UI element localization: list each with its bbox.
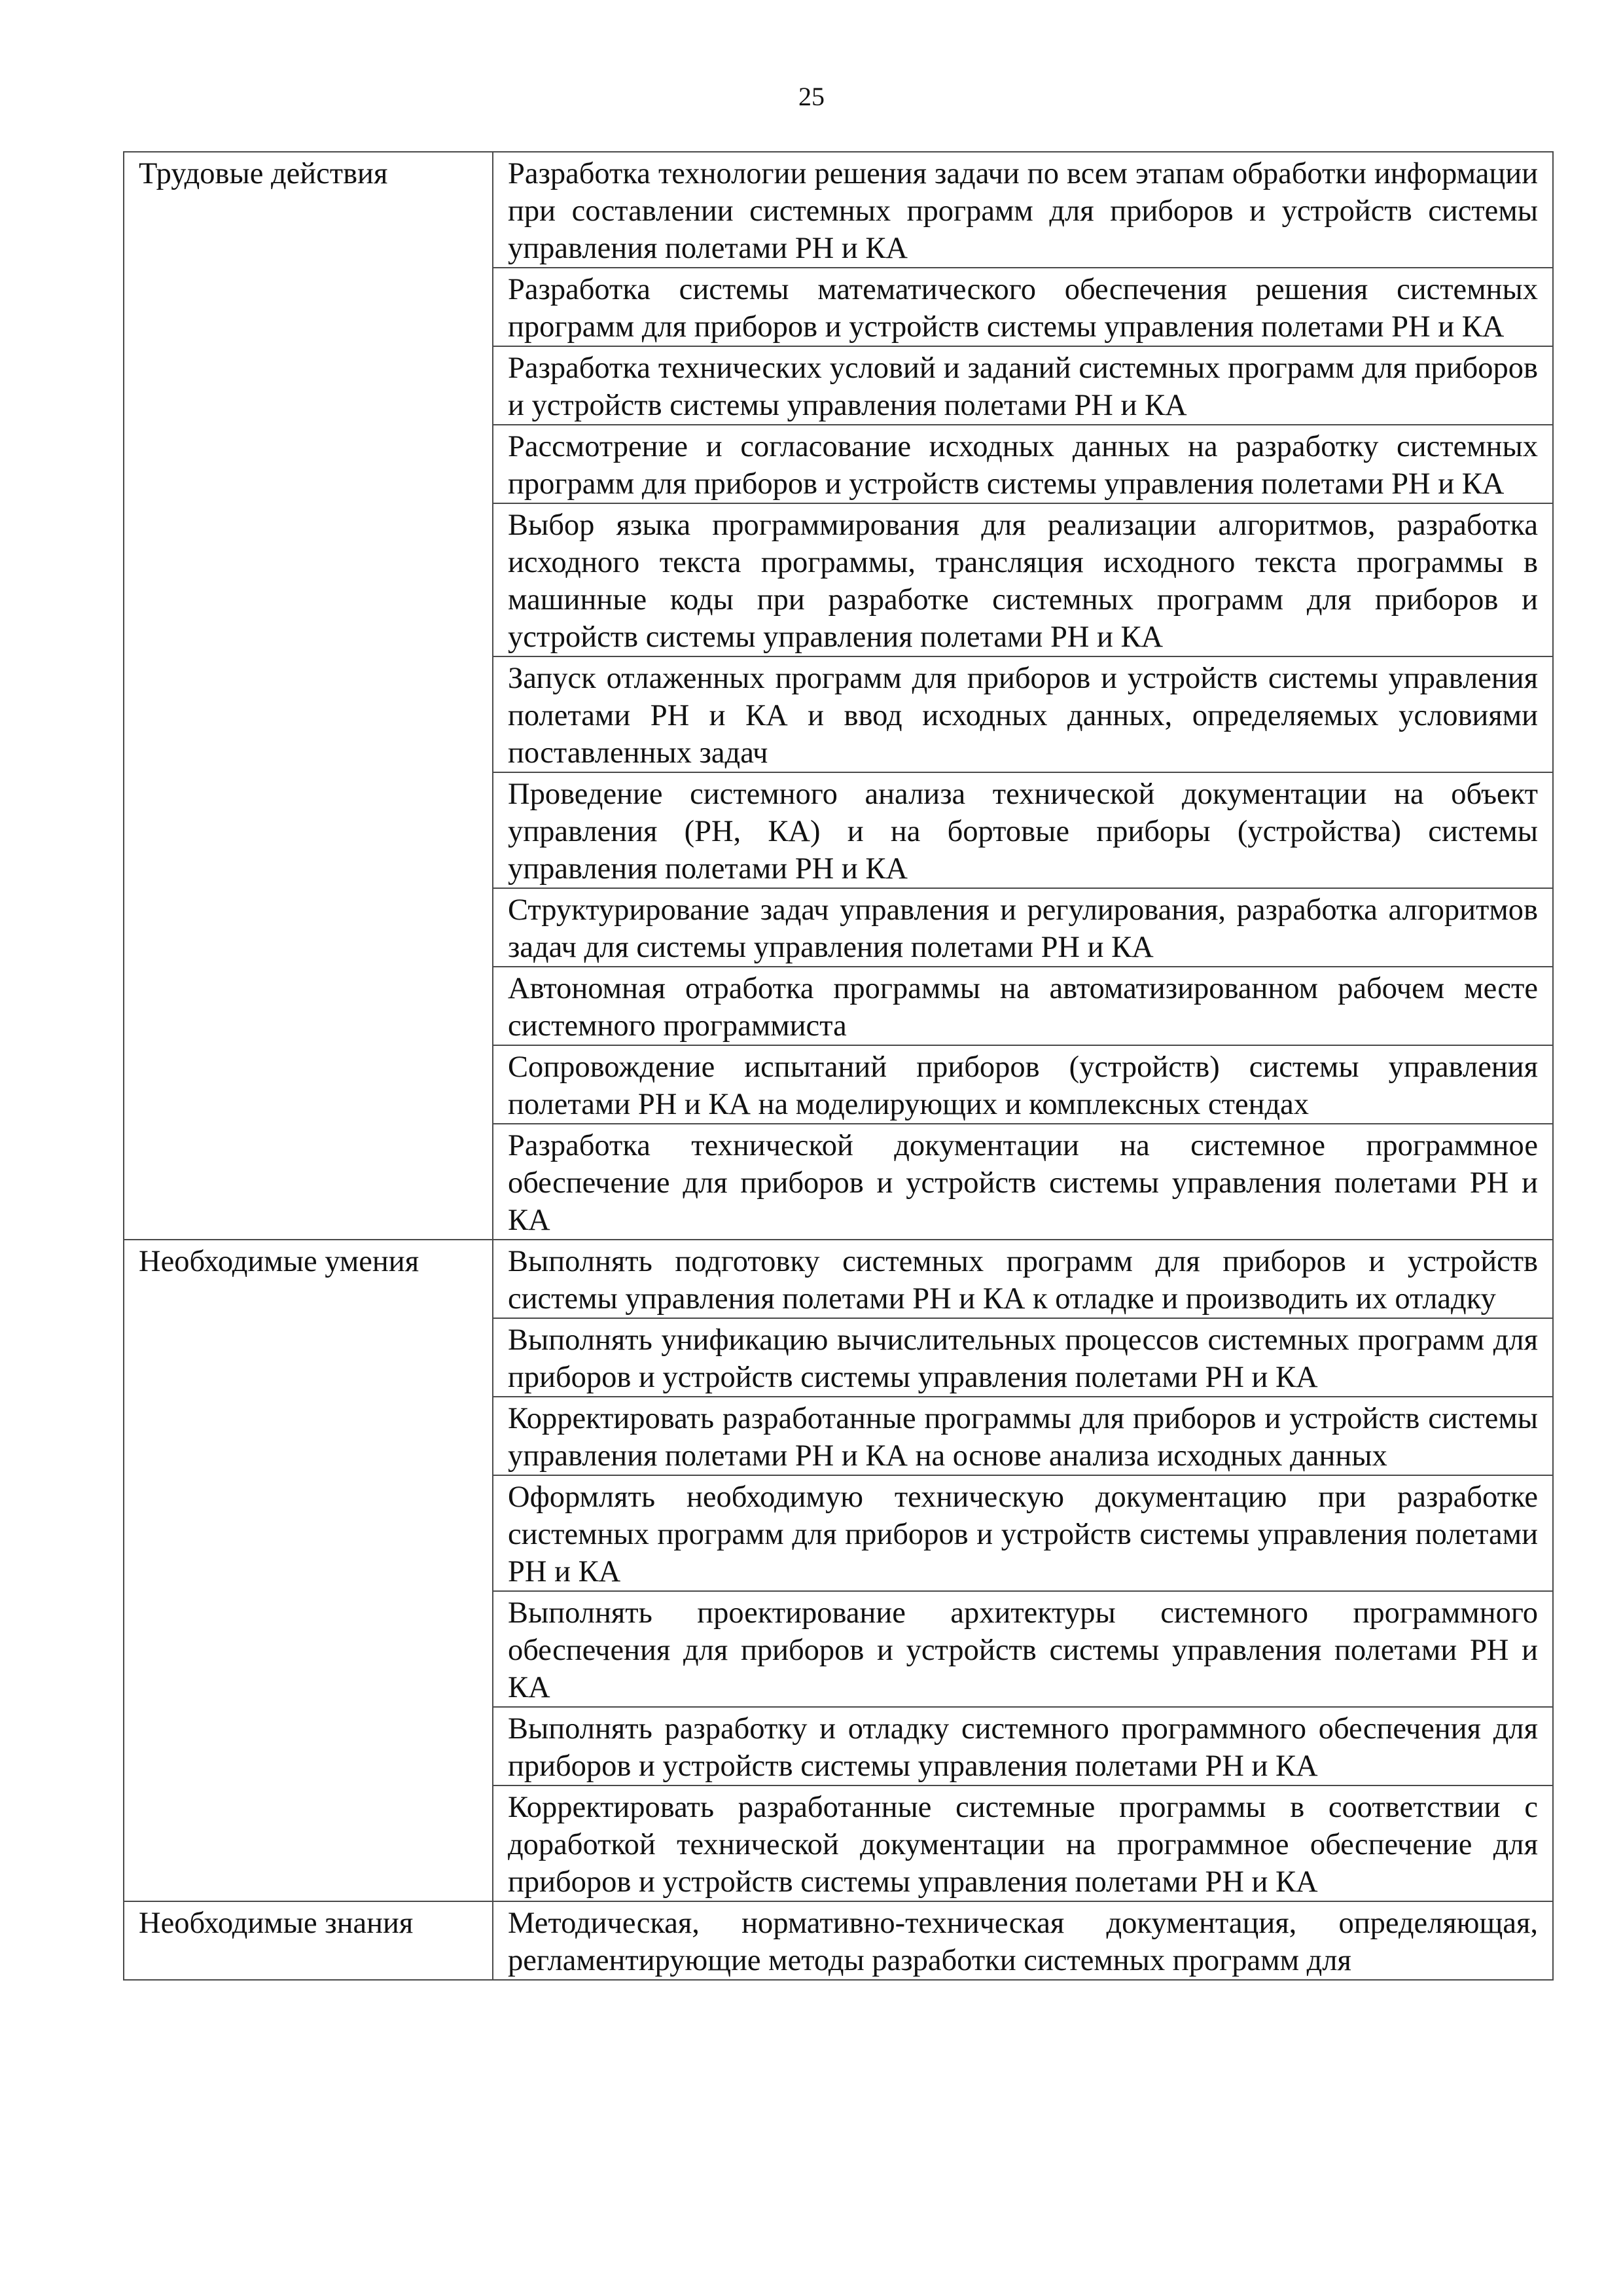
table-cell-text: Методическая, нормативно-техническая документация, определяющая, регламентирующие методы разработки системных программ для (508, 1907, 1538, 1977)
table-cell: Выполнять проектирование архитектуры системного программного обеспечения для приборов и устройств системы управления полетами РН и КА (493, 1591, 1553, 1707)
table-cell: Автономная отработка программы на автоматизированном рабочем месте системного программиста (493, 967, 1553, 1045)
table-cell: Корректировать разработанные системные программы в соответствии с доработкой технической документации на программное обеспечение для приборов и устройств системы управления полетами РН и КА (493, 1785, 1553, 1901)
table-cell: Корректировать разработанные программы для приборов и устройств системы управления полетами РН и КА на основе анализа исходных данных (493, 1397, 1553, 1475)
table-cell: Выполнять подготовку системных программ для приборов и устройств системы управления полетами РН и КА к отладке и производить их отладку (493, 1240, 1553, 1318)
table-cell: Запуск отлаженных программ для приборов и устройств системы управления полетами РН и КА и ввод исходных данных, определяемых условиями поставленных задач (493, 656, 1553, 772)
table-cell: Рассмотрение и согласование исходных данных на разработку системных программ для приборов и устройств системы управления полетами РН и КА (493, 425, 1553, 503)
table-cell: Выбор языка программирования для реализации алгоритмов, разработка исходного текста программы, трансляция исходного текста программы в машинные коды при разработке системных программ для приборов и устройств системы управления полетами РН и КА (493, 503, 1553, 656)
table-cell: Разработка технологии решения задачи по всем этапам обработки информации при составлении системных программ для приборов и устройств системы управления полетами РН и КА (493, 152, 1553, 268)
page-number: 25 (798, 82, 825, 111)
section-label-required-skills: Необходимые умения (124, 1240, 493, 1901)
table-cell: Сопровождение испытаний приборов (устройств) системы управления полетами РН и КА на моделирующих и комплексных стендах (493, 1045, 1553, 1124)
table-cell: Разработка системы математического обеспечения решения системных программ для приборов и устройств системы управления полетами РН и КА (493, 268, 1553, 346)
competency-table (123, 151, 1554, 1981)
table-cell: Разработка технической документации на системное программное обеспечение для приборов и устройств системы управления полетами РН и КА (493, 1124, 1553, 1240)
table-cell: Выполнять унификацию вычислительных процессов системных программ для приборов и устройств системы управления полетами РН и КА (493, 1318, 1553, 1397)
table-row (124, 1240, 1553, 1318)
table-row (124, 1901, 1553, 1980)
table-cell: Структурирование задач управления и регулирования, разработка алгоритмов задач для системы управления полетами РН и КА (493, 888, 1553, 967)
table-cell (493, 1901, 1553, 1980)
section-label-required-knowledge: Необходимые знания (124, 1901, 493, 1980)
table-row (124, 152, 1553, 268)
table-cell: Оформлять необходимую техническую документацию при разработке системных программ для приборов и устройств системы управления полетами РН и КА (493, 1475, 1553, 1591)
table-cell: Проведение системного анализа технической документации на объект управления (РН, КА) и на бортовые приборы (устройства) системы управления полетами РН и КА (493, 772, 1553, 888)
table-cell: Разработка технических условий и заданий системных программ для приборов и устройств системы управления полетами РН и КА (493, 346, 1553, 425)
table-cell: Выполнять разработку и отладку системного программного обеспечения для приборов и устройств системы управления полетами РН и КА (493, 1707, 1553, 1785)
section-label-labor-actions: Трудовые действия (124, 152, 493, 1240)
